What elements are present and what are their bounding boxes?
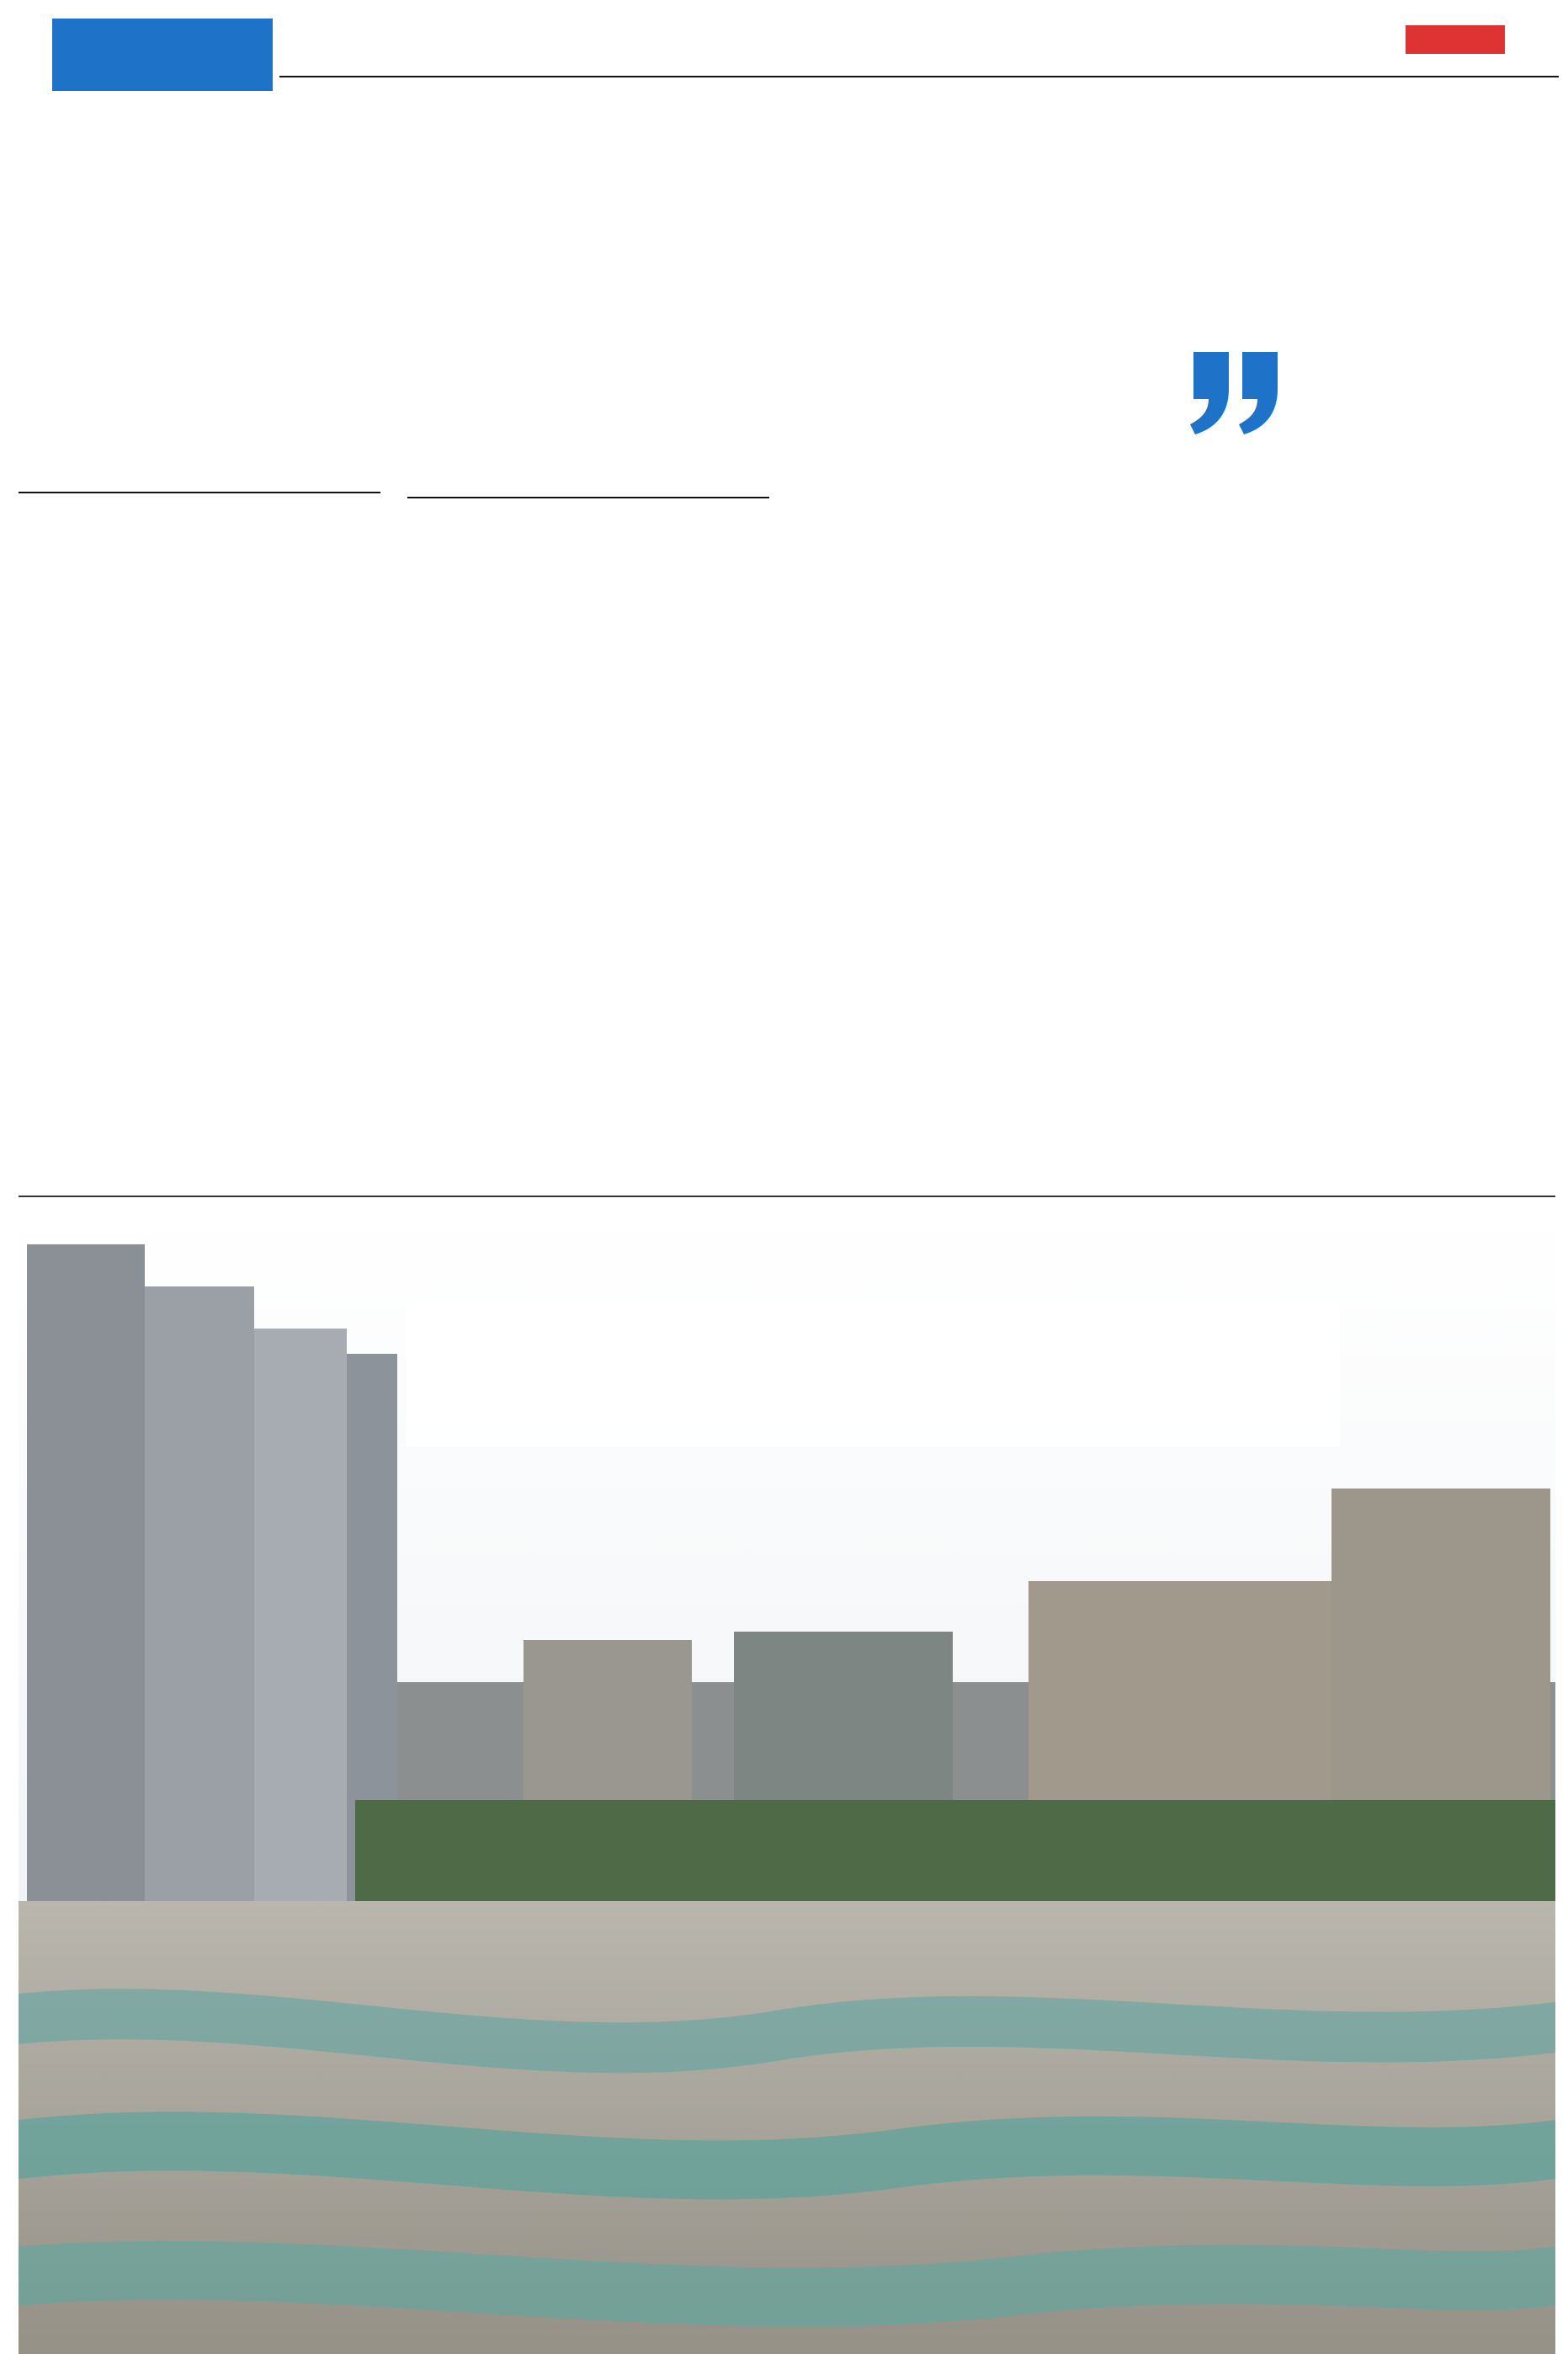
page-header <box>52 13 1559 94</box>
newspaper-logo <box>1406 25 1505 54</box>
land-plot-photo <box>19 1211 1555 2354</box>
quote-mark-icon <box>1187 345 1288 438</box>
story1-column-1 <box>19 487 380 502</box>
story1-subtitle-2 <box>407 497 769 509</box>
story-divider <box>19 1196 1555 1197</box>
header-rule <box>279 76 1559 77</box>
section-label <box>52 19 273 91</box>
story1-column-2 <box>407 487 769 517</box>
story1-subtitle-1 <box>19 487 380 493</box>
